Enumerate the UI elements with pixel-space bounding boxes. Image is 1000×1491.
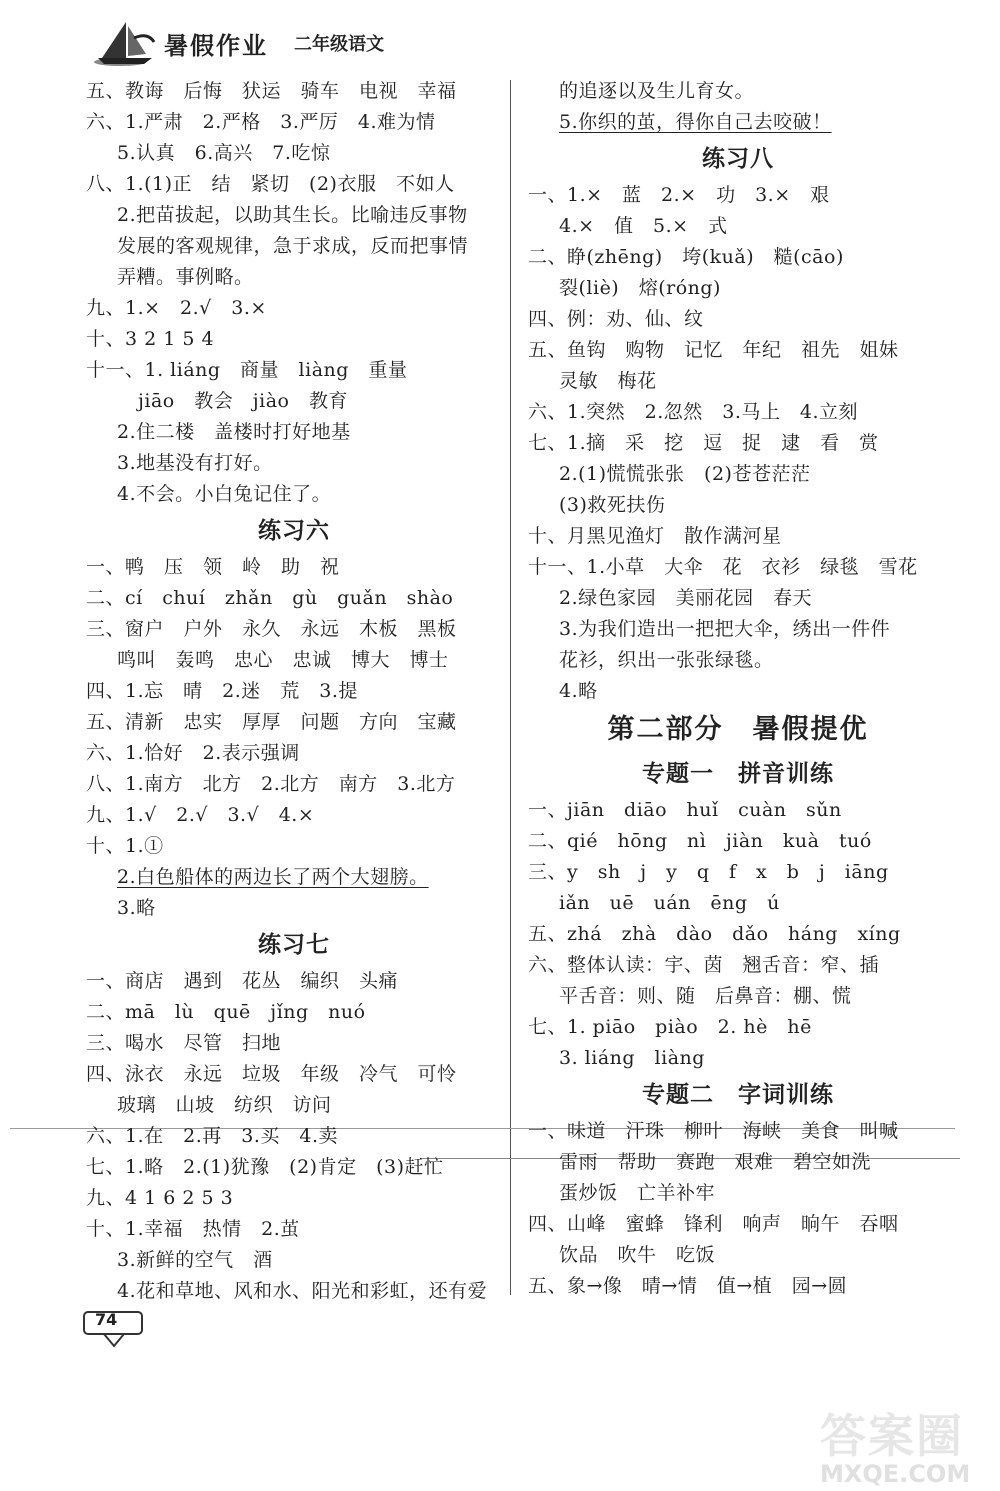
answer-line: 六、1.在 2.再 3.买 4.卖 xyxy=(86,1125,339,1147)
answer-line xyxy=(86,862,502,893)
sailboat-logo-icon xyxy=(90,18,160,68)
answer-line: 十、1.① xyxy=(86,835,164,857)
section-heading: 专题一 拼音训练 xyxy=(642,761,834,787)
answer-line: 裂(liè) 熔(róng) xyxy=(559,277,721,299)
answer-line: 一、1.× 蓝 2.× 功 3.× 艰 xyxy=(528,184,830,206)
answer-line: 的追逐以及生儿育女。 xyxy=(559,80,755,102)
answer-line: 一、味道 汗珠 柳叶 海峡 美食 叫喊 xyxy=(528,1120,899,1142)
answer-line: iǎn uē uán ēng ú xyxy=(559,892,780,914)
answer-line: jiāo 教会 jiào 教育 xyxy=(138,390,348,412)
answer-line: 五、教诲 后悔 犾运 骑车 电视 幸福 xyxy=(86,80,457,102)
brand-title: 暑假作业 xyxy=(164,31,268,60)
answer-line: 饮品 吹牛 吃饭 xyxy=(559,1244,716,1266)
answer-line: 十一、1. liáng 商量 liàng 重量 xyxy=(86,359,408,381)
page-header xyxy=(90,18,384,68)
answer-line: 4.花和草地、风和水、阳光和彩虹，还有爱 xyxy=(117,1280,488,1302)
answer-line: 六、1.突然 2.忽然 3.马上 4.立刻 xyxy=(528,401,859,423)
page-number: 74 xyxy=(95,1310,118,1329)
section-heading: 练习六 xyxy=(258,518,330,544)
answer-line: 四、1.忘 晴 2.迷 荒 3.提 xyxy=(86,680,358,702)
answer-line: 二、睁(zhēng) 垮(kuǎ) 糙(cāo) xyxy=(528,246,844,268)
answer-line: 平舌音：则、随 后鼻音：棚、慌 xyxy=(559,985,852,1007)
answer-line: 六、1.严肃 2.严格 3.严厉 4.难为情 xyxy=(86,111,436,133)
answer-line: (3)救死扶伤 xyxy=(559,494,666,516)
answer-line: 2.把苗拔起，以助其生长。比喻违反事物 xyxy=(117,204,468,226)
answer-line: 雷雨 帮助 赛跑 艰难 碧空如洗 xyxy=(559,1151,872,1173)
answer-line: 二、cí chuí zhǎn gù guǎn shào xyxy=(86,587,454,609)
right-column xyxy=(528,76,948,1302)
answer-line: 5.认真 6.高兴 7.吃惊 xyxy=(117,142,331,164)
answer-line: 灵敏 梅花 xyxy=(559,370,657,392)
answer-line: 弄糟。事例略。 xyxy=(117,266,254,288)
answer-line: 七、1. piāo piào 2. hè hē xyxy=(528,1016,812,1038)
answer-line: 四、例：劝、仙、纹 xyxy=(528,308,704,330)
answer-line: 4.不会。小白兔记住了。 xyxy=(117,483,332,505)
answer-line: 二、mā lù quē jǐng nuó xyxy=(86,1001,366,1023)
answer-line: 十、3 2 1 5 4 xyxy=(86,328,215,350)
answer-line: 3.为我们造出一把把大伞，绣出一件件 xyxy=(559,618,891,640)
answer-line: 二、qié hōng nì jiàn kuà tuó xyxy=(528,830,872,852)
answer-line: 七、1.摘 采 挖 逗 捉 逮 看 赏 xyxy=(528,432,879,454)
answer-line: 九、4 1 6 2 5 3 xyxy=(86,1187,234,1209)
watermark xyxy=(820,1400,990,1488)
answer-line: 一、商店 遇到 花丛 编织 头痛 xyxy=(86,970,399,992)
answer-line: 花衫，织出一张张绿毯。 xyxy=(559,649,774,671)
watermark-url: MXQE.COM xyxy=(820,1460,971,1488)
answer-line: 十、1.幸福 热情 2.茧 xyxy=(86,1218,300,1240)
answer-line: 4.略 xyxy=(559,680,598,702)
answer-line: 五、清新 忠实 厚厚 问题 方向 宝藏 xyxy=(86,711,457,733)
answer-line: 发展的客观规律，急于求成，反而把事情 xyxy=(117,235,469,257)
answer-line: 蛋炒饭 亡羊补牢 xyxy=(559,1182,716,1204)
answer-line: 三、喝水 尽管 扫地 xyxy=(86,1032,282,1054)
section-heading: 练习八 xyxy=(702,146,774,172)
answer-line: 九、1.× 2.√ 3.× xyxy=(86,297,267,319)
answer-line: 五、象→像 晴→情 值→植 园→圆 xyxy=(528,1275,848,1297)
answer-line: 3.略 xyxy=(117,897,156,919)
column-divider xyxy=(510,80,511,1295)
answer-line: 六、1.恰好 2.表示强调 xyxy=(86,742,300,764)
answer-line: 十、月黑见渔灯 散作满河星 xyxy=(528,525,782,547)
answer-line: 3.地基没有打好。 xyxy=(117,452,273,474)
answer-line: 三、y sh j y q f x b j iāng xyxy=(528,861,889,883)
answer-line: 三、窗户 户外 永久 永远 木板 黑板 xyxy=(86,618,457,640)
answer-line: 2.(1)慌慌张张 (2)苍苍茫茫 xyxy=(559,463,811,485)
answer-line: 玻璃 山坡 纺织 访问 xyxy=(117,1094,332,1116)
left-column xyxy=(86,76,502,1307)
answer-line: 四、泳衣 永远 垃圾 年级 冷气 可怜 xyxy=(86,1063,457,1085)
answer-line: 一、jiān diāo huǐ cuàn sǔn xyxy=(528,799,842,821)
answer-line: 八、1.南方 北方 2.北方 南方 3.北方 xyxy=(86,773,456,795)
answer-line: 五、zhá zhà dào dǎo háng xíng xyxy=(528,923,901,945)
answer-line: 一、鸭 压 领 岭 助 祝 xyxy=(86,556,340,578)
answer-line: 七、1.略 2.(1)犹豫 (2)肯定 (3)赶忙 xyxy=(86,1156,444,1178)
answer-line xyxy=(528,107,948,138)
answer-line: 九、1.√ 2.√ 3.√ 4.× xyxy=(86,804,315,826)
answer-line: 4.× 值 5.× 式 xyxy=(559,215,728,237)
watermark-logo: 答案圈 xyxy=(820,1409,964,1463)
answer-line: 3. liáng liàng xyxy=(559,1047,705,1069)
answer-line: 八、1.(1)正 结 紧切 (2)衣服 不如人 xyxy=(86,173,455,195)
answer-line: 四、山峰 蜜蜂 锋利 响声 晌午 吞咽 xyxy=(528,1213,899,1235)
answer-line: 十一、1.小草 大伞 花 衣衫 绿毯 雪花 xyxy=(528,556,918,578)
answer-line: 鸣叫 轰鸣 忠心 忠诚 博大 博士 xyxy=(117,649,449,671)
answer-line: 2.绿色家园 美丽花园 春天 xyxy=(559,587,813,609)
part-heading: 第二部分 暑假提优 xyxy=(607,714,869,745)
grade-subject: 二年级语文 xyxy=(294,34,384,55)
answer-line: 六、整体认读：宇、茵 翘舌音：窄、插 xyxy=(528,954,880,976)
answer-line: 2.住二楼 盖楼时打好地基 xyxy=(117,421,351,443)
section-heading: 练习七 xyxy=(258,932,330,958)
answer-line: 五、鱼钩 购物 记忆 年纪 祖先 姐妹 xyxy=(528,339,899,361)
answer-line: 3.新鲜的空气 酒 xyxy=(117,1249,273,1271)
section-heading: 专题二 字词训练 xyxy=(642,1082,834,1108)
underlined-text: 5.你织的茧，得你自己去咬破！ xyxy=(559,111,832,133)
underlined-text: 2.白色船体的两边长了两个大翅膀。 xyxy=(117,866,429,888)
